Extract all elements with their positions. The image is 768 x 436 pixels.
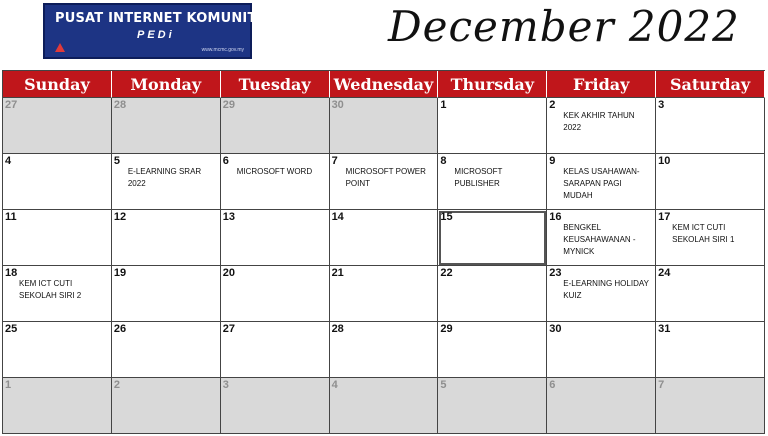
calendar-cell[interactable] bbox=[330, 210, 439, 266]
calendar-cell[interactable] bbox=[656, 210, 765, 266]
calendar-cell[interactable] bbox=[330, 266, 439, 322]
calendar-cell[interactable] bbox=[112, 322, 221, 378]
calendar-cell[interactable] bbox=[438, 98, 547, 154]
day-number: 19 bbox=[113, 267, 127, 279]
day-number: 2 bbox=[113, 379, 120, 391]
calendar-cell[interactable] bbox=[547, 322, 656, 378]
day-number: 21 bbox=[331, 267, 344, 279]
calendar-cell-outside-month[interactable] bbox=[330, 378, 439, 434]
event-text: MICROSOFT PUBLISHER bbox=[454, 167, 503, 188]
day-header-thursday: Thursday bbox=[438, 71, 547, 98]
calendar-cell[interactable] bbox=[438, 154, 547, 210]
day-header-monday: Monday bbox=[112, 71, 221, 98]
calendar-cell-outside-month[interactable] bbox=[3, 378, 112, 434]
day-number: 24 bbox=[658, 267, 671, 279]
month-title: December 2022 bbox=[388, 2, 740, 51]
calendar-cell[interactable] bbox=[3, 266, 112, 322]
calendar-cell[interactable] bbox=[438, 210, 547, 266]
day-header-saturday: Saturday bbox=[656, 71, 765, 98]
calendar-cell[interactable] bbox=[547, 154, 656, 210]
calendar-cell[interactable] bbox=[221, 266, 330, 322]
event-text: E-LEARNING SRAR 2022 bbox=[127, 167, 202, 188]
day-number: 3 bbox=[222, 379, 229, 391]
calendar-cell[interactable] bbox=[221, 154, 330, 210]
day-number: 30 bbox=[331, 99, 344, 111]
calendar-cell-outside-month[interactable] bbox=[221, 98, 330, 154]
calendar-cell-outside-month[interactable] bbox=[221, 378, 330, 434]
day-number: 29 bbox=[440, 323, 453, 335]
event-text: E-LEARNING HOLIDAY KUIZ bbox=[563, 279, 649, 300]
calendar-cell[interactable] bbox=[547, 266, 656, 322]
day-number: 27 bbox=[5, 99, 18, 111]
event-text: MICROSOFT WORD bbox=[236, 167, 313, 176]
calendar-cell-outside-month[interactable] bbox=[112, 98, 221, 154]
calendar-cell[interactable] bbox=[330, 322, 439, 378]
day-number: 16 bbox=[549, 211, 562, 223]
event-text: BENGKEL KEUSAHAWANAN - MYNICK bbox=[563, 223, 636, 256]
calendar-cell[interactable] bbox=[221, 210, 330, 266]
day-header-friday: Friday bbox=[547, 71, 656, 98]
day-number: 8 bbox=[440, 155, 447, 167]
calendar-cell[interactable] bbox=[112, 154, 221, 210]
calendar-grid bbox=[2, 70, 765, 434]
calendar-cell-outside-month[interactable] bbox=[330, 98, 439, 154]
logo-subtitle: PEDi bbox=[137, 29, 175, 41]
calendar-cell[interactable] bbox=[112, 266, 221, 322]
calendar-cell[interactable] bbox=[656, 266, 765, 322]
day-number: 7 bbox=[331, 155, 338, 167]
calendar-cell-outside-month[interactable] bbox=[547, 378, 656, 434]
day-number: 5 bbox=[113, 155, 120, 167]
day-number: 13 bbox=[222, 211, 235, 223]
calendar-cell-outside-month[interactable] bbox=[112, 378, 221, 434]
day-number: 28 bbox=[331, 323, 344, 335]
day-number: 5 bbox=[440, 379, 447, 391]
day-number: 28 bbox=[113, 99, 127, 111]
calendar-cell-outside-month[interactable] bbox=[656, 378, 765, 434]
day-number: 9 bbox=[549, 155, 556, 167]
logo-title: PUSAT INTERNET KOMUNITI bbox=[55, 11, 262, 26]
day-number: 23 bbox=[549, 267, 562, 279]
day-number: 27 bbox=[222, 323, 235, 335]
calendar-cell[interactable] bbox=[3, 210, 112, 266]
day-number: 20 bbox=[222, 267, 235, 279]
day-number: 22 bbox=[440, 267, 453, 279]
day-header-wednesday: Wednesday bbox=[330, 71, 439, 98]
day-number: 6 bbox=[222, 155, 229, 167]
event-text: MICROSOFT POWER POINT bbox=[345, 167, 426, 188]
calendar-cell-outside-month[interactable] bbox=[3, 98, 112, 154]
day-number: 29 bbox=[222, 99, 235, 111]
day-number: 7 bbox=[658, 379, 665, 391]
calendar-cell[interactable] bbox=[547, 210, 656, 266]
day-number: 3 bbox=[658, 99, 665, 111]
day-header-sunday: Sunday bbox=[3, 71, 112, 98]
event-text: KEM ICT CUTI SEKOLAH SIRI 2 bbox=[19, 279, 82, 300]
day-number: 18 bbox=[5, 267, 18, 279]
day-number: 12 bbox=[113, 211, 127, 223]
calendar-cell[interactable] bbox=[547, 98, 656, 154]
day-number: 4 bbox=[5, 155, 12, 167]
day-number: 10 bbox=[658, 155, 671, 167]
day-number: 31 bbox=[658, 323, 671, 335]
calendar-cell[interactable] bbox=[330, 154, 439, 210]
calendar-cell-outside-month[interactable] bbox=[438, 378, 547, 434]
day-number: 30 bbox=[549, 323, 562, 335]
calendar-cell[interactable] bbox=[656, 322, 765, 378]
logo-url: www.mcmc.gov.my bbox=[201, 47, 244, 53]
day-number: 15 bbox=[440, 211, 453, 223]
day-number: 26 bbox=[113, 323, 127, 335]
day-number: 6 bbox=[549, 379, 556, 391]
calendar-cell[interactable] bbox=[656, 154, 765, 210]
logo-triangle-icon bbox=[55, 43, 65, 52]
event-text: KEK AKHIR TAHUN 2022 bbox=[563, 111, 635, 132]
event-text: KELAS USAHAWAN-SARAPAN PAGI MUDAH bbox=[563, 167, 640, 200]
calendar-cell[interactable] bbox=[112, 210, 221, 266]
calendar-cell[interactable] bbox=[3, 154, 112, 210]
day-number: 4 bbox=[331, 379, 338, 391]
day-number: 14 bbox=[331, 211, 344, 223]
calendar-cell[interactable] bbox=[656, 98, 765, 154]
day-number: 25 bbox=[5, 323, 18, 335]
calendar-cell[interactable] bbox=[438, 322, 547, 378]
pedi-logo bbox=[43, 3, 262, 59]
day-number: 1 bbox=[5, 379, 12, 391]
day-number: 1 bbox=[440, 99, 447, 111]
day-number: 11 bbox=[5, 211, 17, 223]
calendar-cell[interactable] bbox=[221, 322, 330, 378]
day-header-tuesday: Tuesday bbox=[221, 71, 330, 98]
event-text: KEM ICT CUTI SEKOLAH SIRI 1 bbox=[672, 223, 735, 244]
calendar-cell[interactable] bbox=[438, 266, 547, 322]
day-number: 2 bbox=[549, 99, 556, 111]
day-number: 17 bbox=[658, 211, 671, 223]
calendar-cell[interactable] bbox=[3, 322, 112, 378]
